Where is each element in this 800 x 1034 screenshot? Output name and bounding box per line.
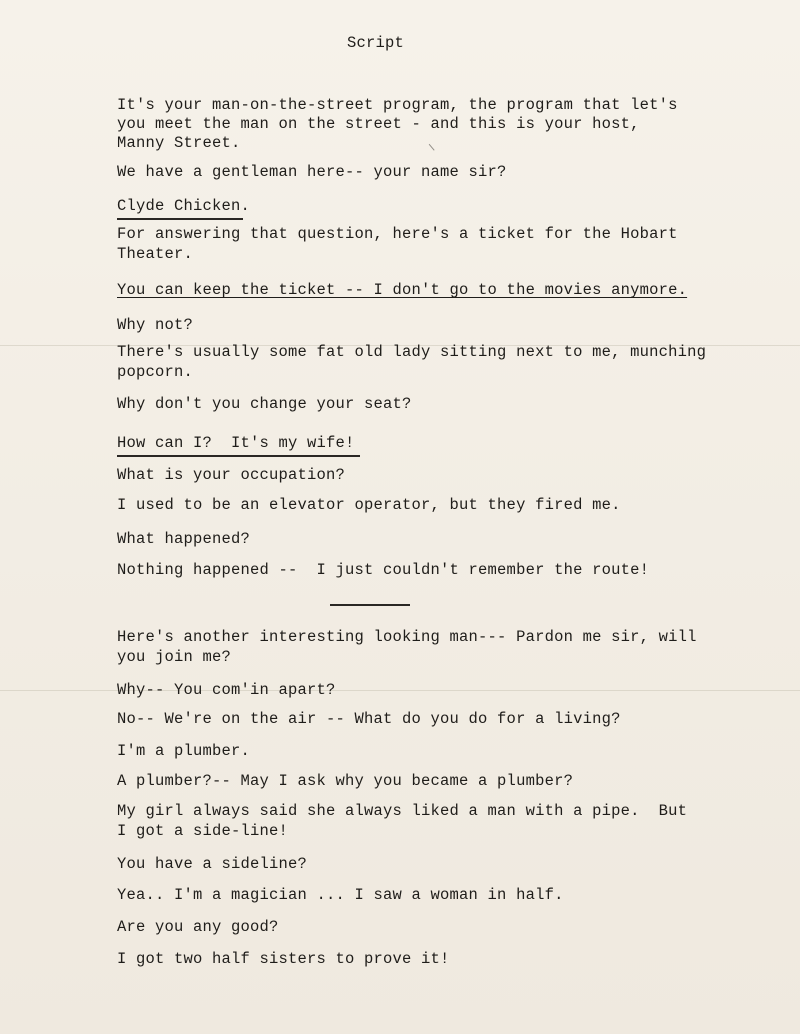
- pen-mark: [429, 137, 443, 150]
- script-line: No-- We're on the air -- What do you do for a living?: [117, 710, 621, 728]
- script-line: you meet the man on the street - and this is your host,: [117, 115, 640, 133]
- script-line: You have a sideline?: [117, 855, 308, 873]
- underline-rule: [117, 218, 243, 220]
- script-line: I used to be an elevator operator, but they fired me.: [117, 496, 621, 514]
- underline-rule: [117, 455, 360, 457]
- script-line: What is your occupation?: [117, 466, 346, 484]
- script-line: you join me?: [117, 648, 232, 666]
- script-line: My girl always said she always liked a man with a pipe. But: [117, 802, 688, 820]
- script-line: Yea.. I'm a magician ... I saw a woman in half.: [117, 886, 564, 904]
- script-line: We have a gentleman here-- your name sir?: [117, 163, 507, 181]
- script-line: I got a side-line!: [117, 822, 289, 840]
- script-line: For answering that question, here's a ticket for the Hobart: [117, 225, 678, 243]
- section-separator: [330, 604, 410, 606]
- script-line: How can I? It's my wife!: [117, 434, 355, 452]
- script-line: I'm a plumber.: [117, 742, 251, 760]
- script-line: There's usually some fat old lady sitting next to me, munching: [117, 343, 707, 361]
- script-line: Are you any good?: [117, 918, 279, 936]
- script-line: Nothing happened -- I just couldn't remember the route!: [117, 561, 650, 579]
- script-line: Here's another interesting looking man--- Pardon me sir, will: [117, 628, 697, 646]
- script-line: Why don't you change your seat?: [117, 395, 412, 413]
- page-title: Script: [347, 34, 405, 52]
- script-line: Manny Street.: [117, 134, 241, 152]
- script-line: A plumber?-- May I ask why you became a plumber?: [117, 772, 574, 790]
- script-line: It's your man-on-the-street program, the program that let's: [117, 96, 678, 114]
- script-line: popcorn.: [117, 363, 194, 381]
- script-line: Theater.: [117, 245, 194, 263]
- script-line: Why not?: [117, 316, 194, 334]
- script-line: What happened?: [117, 530, 251, 548]
- script-line: Why-- You com'in apart?: [117, 681, 336, 699]
- script-line: Clyde Chicken.: [117, 197, 251, 215]
- script-line-underlined: You can keep the ticket -- I don't go to the movies anymore.: [117, 281, 688, 299]
- script-line: I got two half sisters to prove it!: [117, 950, 450, 968]
